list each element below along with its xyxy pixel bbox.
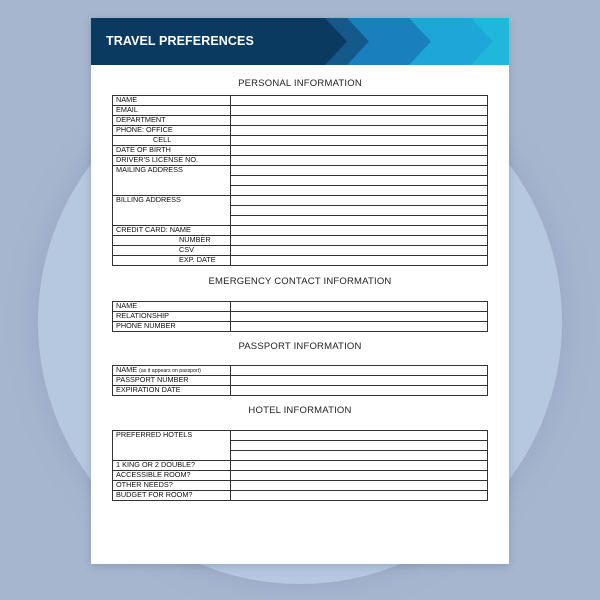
field-accessible[interactable] bbox=[231, 471, 488, 481]
field-mailing-1[interactable] bbox=[231, 166, 488, 176]
label-emergency-name: NAME bbox=[113, 302, 231, 312]
label-email: EMAIL bbox=[113, 106, 231, 116]
label-relationship: RELATIONSHIP bbox=[113, 312, 231, 322]
field-other-needs[interactable] bbox=[231, 481, 488, 491]
field-cc-csv[interactable] bbox=[231, 246, 488, 256]
personal-table bbox=[112, 95, 488, 266]
label-department: DEPARTMENT bbox=[113, 116, 231, 126]
label-cc-exp: EXP. DATE bbox=[113, 256, 231, 266]
label-accessible: ACCESSIBLE ROOM? bbox=[113, 471, 231, 481]
field-cc-exp[interactable] bbox=[231, 256, 488, 266]
field-billing-2[interactable] bbox=[231, 206, 488, 216]
label-phone-cell: CELL bbox=[113, 136, 231, 146]
label-phone-office: PHONE: OFFICE bbox=[113, 126, 231, 136]
label-bed: 1 KING OR 2 DOUBLE? bbox=[113, 461, 231, 471]
field-name[interactable] bbox=[231, 96, 488, 106]
label-budget: BUDGET FOR ROOM? bbox=[113, 491, 231, 501]
field-license[interactable] bbox=[231, 156, 488, 166]
page-title: TRAVEL PREFERENCES bbox=[106, 34, 254, 48]
field-passport-name[interactable] bbox=[231, 366, 488, 376]
field-passport-expiration[interactable] bbox=[231, 386, 488, 396]
field-phone-cell[interactable] bbox=[231, 136, 488, 146]
label-billing-address: BILLING ADDRESS bbox=[113, 196, 231, 226]
passport-name-text: NAME bbox=[116, 365, 138, 374]
field-mailing-3[interactable] bbox=[231, 186, 488, 196]
label-passport-name bbox=[113, 366, 231, 376]
section-title-hotel: HOTEL INFORMATION bbox=[248, 405, 352, 416]
field-billing-1[interactable] bbox=[231, 196, 488, 206]
field-passport-number[interactable] bbox=[231, 376, 488, 386]
field-mailing-2[interactable] bbox=[231, 176, 488, 186]
label-cc-number: NUMBER bbox=[113, 236, 231, 246]
label-other-needs: OTHER NEEDS? bbox=[113, 481, 231, 491]
label-cc-name: CREDIT CARD: NAME bbox=[113, 226, 231, 236]
label-passport-expiration: EXPIRATION DATE bbox=[113, 386, 231, 396]
label-emergency-phone: PHONE NUMBER bbox=[113, 322, 231, 332]
field-hotel-1[interactable] bbox=[231, 431, 488, 441]
label-dob: DATE OF BIRTH bbox=[113, 146, 231, 156]
label-passport-number: PASSPORT NUMBER bbox=[113, 376, 231, 386]
section-title-emergency: EMERGENCY CONTACT INFORMATION bbox=[208, 276, 392, 287]
field-hotel-3[interactable] bbox=[231, 451, 488, 461]
label-license: DRIVER'S LICENSE NO. bbox=[113, 156, 231, 166]
label-preferred-hotels: PREFERRED HOTELS bbox=[113, 431, 231, 461]
section-title-passport: PASSPORT INFORMATION bbox=[238, 341, 362, 352]
field-email[interactable] bbox=[231, 106, 488, 116]
emergency-table bbox=[112, 301, 488, 332]
section-title-personal: PERSONAL INFORMATION bbox=[238, 78, 362, 89]
field-dob[interactable] bbox=[231, 146, 488, 156]
passport-table bbox=[112, 365, 488, 396]
header-banner bbox=[91, 18, 509, 65]
field-billing-3[interactable] bbox=[231, 216, 488, 226]
field-department[interactable] bbox=[231, 116, 488, 126]
hotel-table bbox=[112, 430, 488, 501]
form-page bbox=[91, 18, 509, 564]
field-emergency-phone[interactable] bbox=[231, 322, 488, 332]
label-mailing-address: MAILING ADDRESS bbox=[113, 166, 231, 196]
field-bed[interactable] bbox=[231, 461, 488, 471]
field-cc-name[interactable] bbox=[231, 226, 488, 236]
label-name: NAME bbox=[113, 96, 231, 106]
label-cc-csv: CSV bbox=[113, 246, 231, 256]
passport-name-note: (as it appears on passport) bbox=[139, 368, 201, 374]
field-cc-number[interactable] bbox=[231, 236, 488, 246]
field-emergency-name[interactable] bbox=[231, 302, 488, 312]
field-hotel-2[interactable] bbox=[231, 441, 488, 451]
field-budget[interactable] bbox=[231, 491, 488, 501]
field-relationship[interactable] bbox=[231, 312, 488, 322]
field-phone-office[interactable] bbox=[231, 126, 488, 136]
